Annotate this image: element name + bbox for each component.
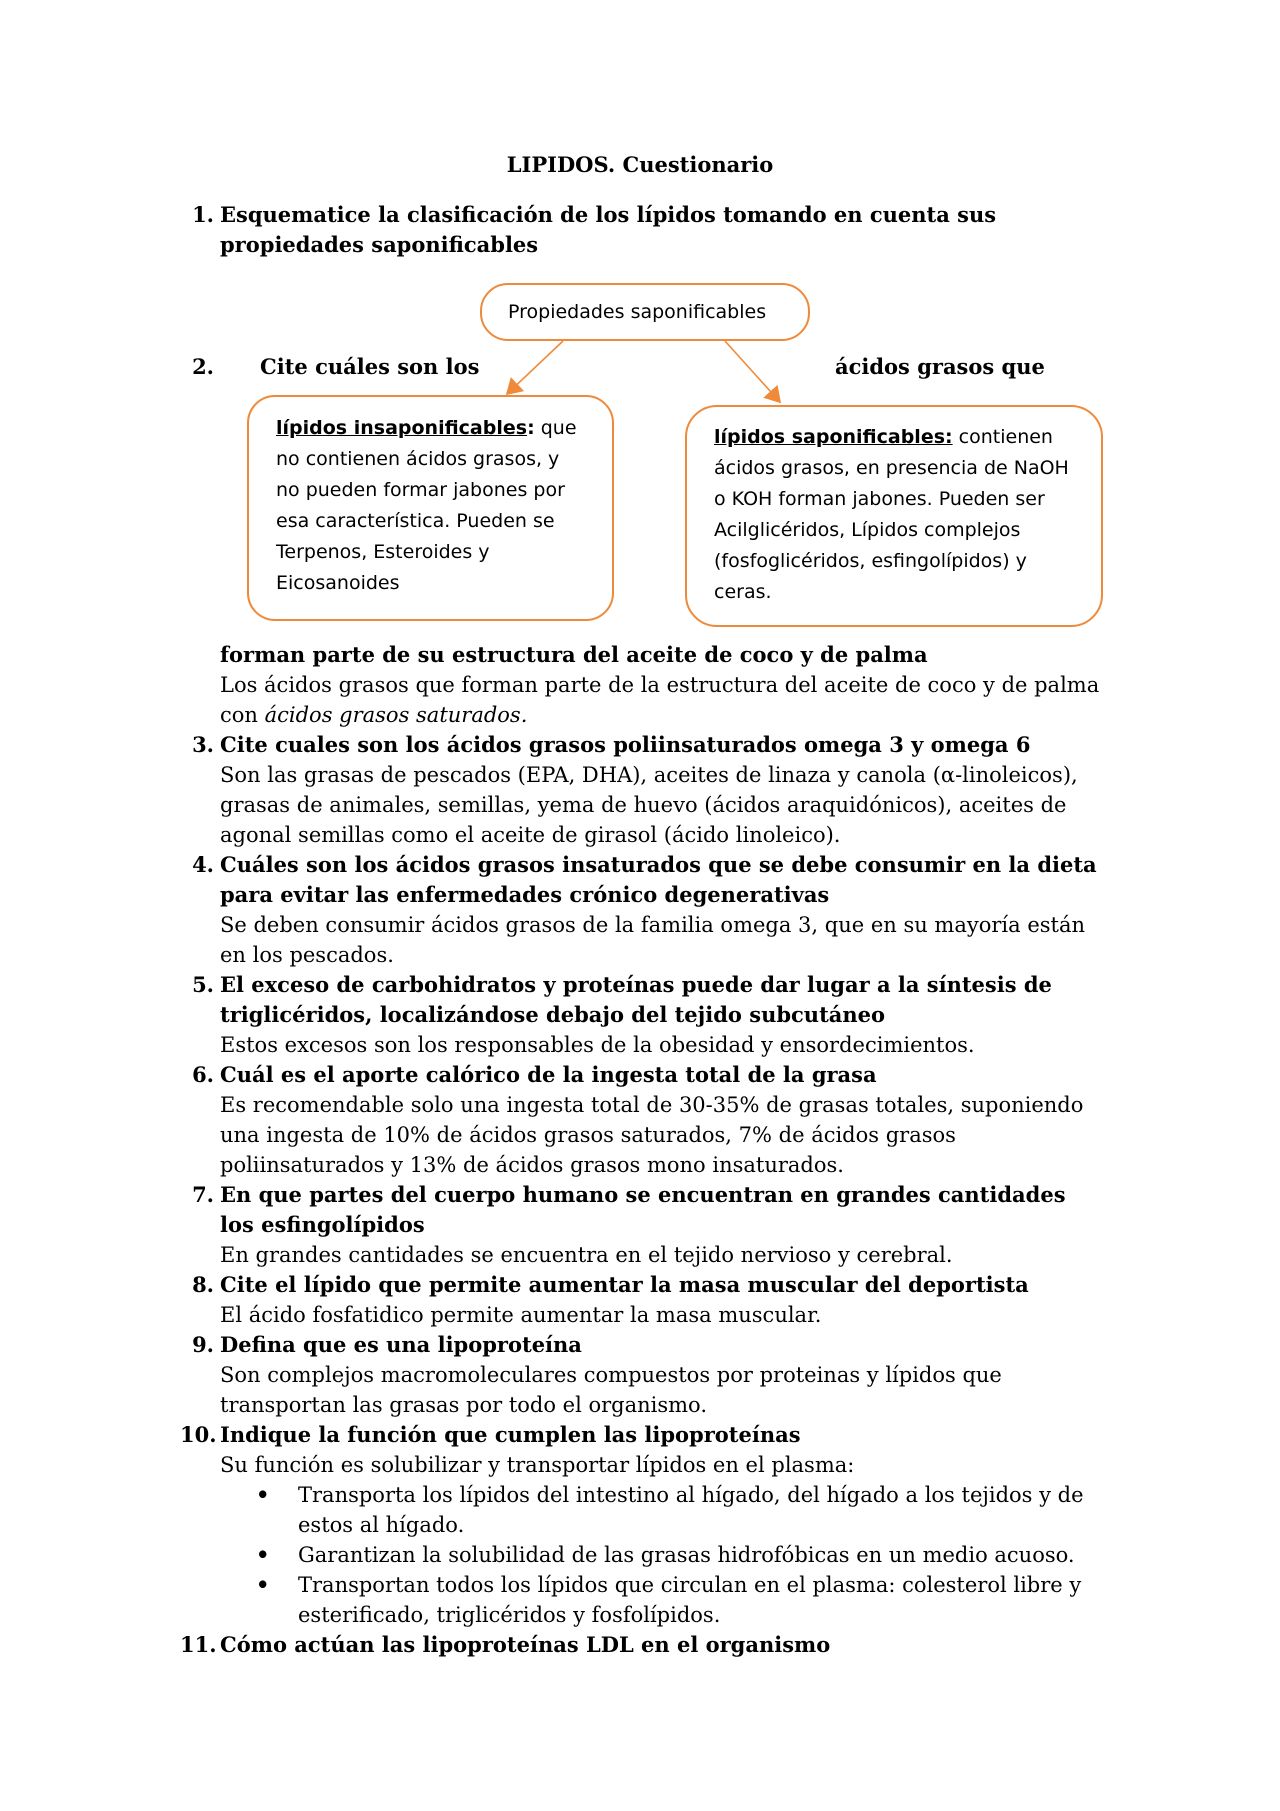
question-2-text-start: Cite cuáles son los bbox=[260, 354, 480, 379]
node-heading: lípidos insaponificables bbox=[276, 417, 528, 439]
arrow-left bbox=[507, 341, 563, 394]
node-heading-colon: : bbox=[527, 417, 535, 439]
question-number: 10. bbox=[180, 1422, 217, 1447]
list-item: • Transporta los lípidos del intestino al hígado, del hígado a los tejidos y de estos al hígado. bbox=[220, 1480, 1100, 1540]
question-text: Indique la función que cumplen las lipoproteínas bbox=[220, 1422, 801, 1447]
question-text: En que partes del cuerpo humano se encuentran en grandes cantidades los esfingolípidos bbox=[220, 1182, 1066, 1237]
question-text: forman parte de su estructura del aceite de coco y de palma bbox=[220, 642, 928, 667]
question-9 bbox=[192, 1330, 1100, 1420]
question-text: El exceso de carbohidratos y proteínas puede dar lugar a la síntesis de triglicéridos, localizándose debajo del tejido subcutáneo bbox=[220, 972, 1052, 1027]
diagram-root-label: Propiedades saponificables bbox=[508, 301, 767, 323]
question-5 bbox=[192, 970, 1100, 1060]
arrow-right bbox=[725, 341, 780, 402]
list-item: • Transportan todos los lípidos que circulan en el plasma: colesterol libre y esterificado, triglicéridos y fosfolípidos. bbox=[220, 1570, 1100, 1630]
bullet-list bbox=[220, 1480, 1100, 1630]
question-text: Defina que es una lipoproteína bbox=[220, 1332, 582, 1357]
question-text: Cómo actúan las lipoproteínas LDL en el organismo bbox=[220, 1632, 831, 1657]
answer-text bbox=[220, 670, 1100, 730]
node-heading: lípidos saponificables: bbox=[714, 426, 953, 448]
question-number: 9. bbox=[192, 1332, 214, 1357]
answer-text: En grandes cantidades se encuentra en el tejido nervioso y cerebral. bbox=[220, 1243, 953, 1267]
question-11 bbox=[180, 1630, 1100, 1660]
question-2-text-middle: ácidos grasos que bbox=[835, 354, 1045, 379]
question-number: 5. bbox=[192, 972, 214, 997]
list-item: • Garantizan la solubilidad de las grasas hidrofóbicas en un medio acuoso. bbox=[220, 1540, 1100, 1570]
answer-text-main: Los ácidos grasos que forman parte de la estructura del aceite de coco y de palma con bbox=[220, 673, 1100, 727]
question-number: 8. bbox=[192, 1272, 214, 1297]
question-number: 2. bbox=[192, 354, 214, 379]
node-text: contienen ácidos grasos, en presencia de NaOH o KOH forman jabones. Pueden ser Acilglicéridos, Lípidos complejos (fosfoglicéridos, esfingolípidos) y ceras. bbox=[714, 426, 1069, 603]
answer-text: Son complejos macromoleculares compuestos por proteinas y lípidos que transportan las grasas por todo el organismo. bbox=[220, 1363, 1002, 1417]
question-10 bbox=[180, 1420, 1100, 1630]
question-6 bbox=[192, 1060, 1100, 1180]
question-4 bbox=[192, 850, 1100, 970]
answer-text: Son las grasas de pescados (EPA, DHA), aceites de linaza y canola (α-linoleicos), grasas de animales, semillas, yema de huevo (ácidos araquidónicos), aceites de agonal semillas como el aceite de girasol (ácido linoleico). bbox=[220, 763, 1078, 847]
question-8 bbox=[192, 1270, 1100, 1330]
question-text: Cuáles son los ácidos grasos insaturados que se debe consumir en la dieta para evitar las enfermedades crónico degenerativas bbox=[220, 852, 1097, 907]
question-number: 1. bbox=[192, 202, 214, 227]
page-title: LIPIDOS. Cuestionario bbox=[506, 152, 774, 177]
answer-text: Es recomendable solo una ingesta total de 30-35% de grasas totales, suponiendo una ingesta de 10% de ácidos grasos saturados, 7% de ácidos grasos poliinsaturados y 13% de ácidos grasos mono insaturados. bbox=[220, 1093, 1084, 1177]
question-text: Esquematice la clasificación de los lípidos tomando en cuenta sus propiedades saponificables bbox=[220, 202, 997, 257]
node-text: que no contienen ácidos grasos, y no pueden formar jabones por esa característica. Pueden se Terpenos, Esteroides y Eicosanoides bbox=[276, 417, 577, 594]
question-number: 3. bbox=[192, 732, 214, 757]
diagram-node-saponificables bbox=[685, 405, 1103, 627]
diagram-node-insaponificables bbox=[247, 395, 614, 621]
answer-text: Estos excesos son los responsables de la obesidad y ensordecimientos. bbox=[220, 1033, 975, 1057]
question-2 bbox=[220, 640, 1100, 730]
answer-text-emphasis: ácidos grasos saturados. bbox=[264, 703, 528, 727]
question-number: 4. bbox=[192, 852, 214, 877]
answer-text: El ácido fosfatidico permite aumentar la masa muscular. bbox=[220, 1303, 822, 1327]
question-number: 6. bbox=[192, 1062, 214, 1087]
question-text: Cite el lípido que permite aumentar la masa muscular del deportista bbox=[220, 1272, 1029, 1297]
question-3 bbox=[192, 730, 1100, 850]
question-7 bbox=[192, 1180, 1100, 1270]
question-number: 11. bbox=[180, 1632, 217, 1657]
question-number: 7. bbox=[192, 1182, 214, 1207]
answer-text: Se deben consumir ácidos grasos de la familia omega 3, que en su mayoría están en los pescados. bbox=[220, 913, 1086, 967]
diagram-root-node bbox=[480, 283, 810, 341]
answer-text: Su función es solubilizar y transportar lípidos en el plasma: bbox=[220, 1453, 855, 1477]
question-text: Cite cuales son los ácidos grasos poliinsaturados omega 3 y omega 6 bbox=[220, 732, 1031, 757]
question-text: Cuál es el aporte calórico de la ingesta total de la grasa bbox=[220, 1062, 877, 1087]
